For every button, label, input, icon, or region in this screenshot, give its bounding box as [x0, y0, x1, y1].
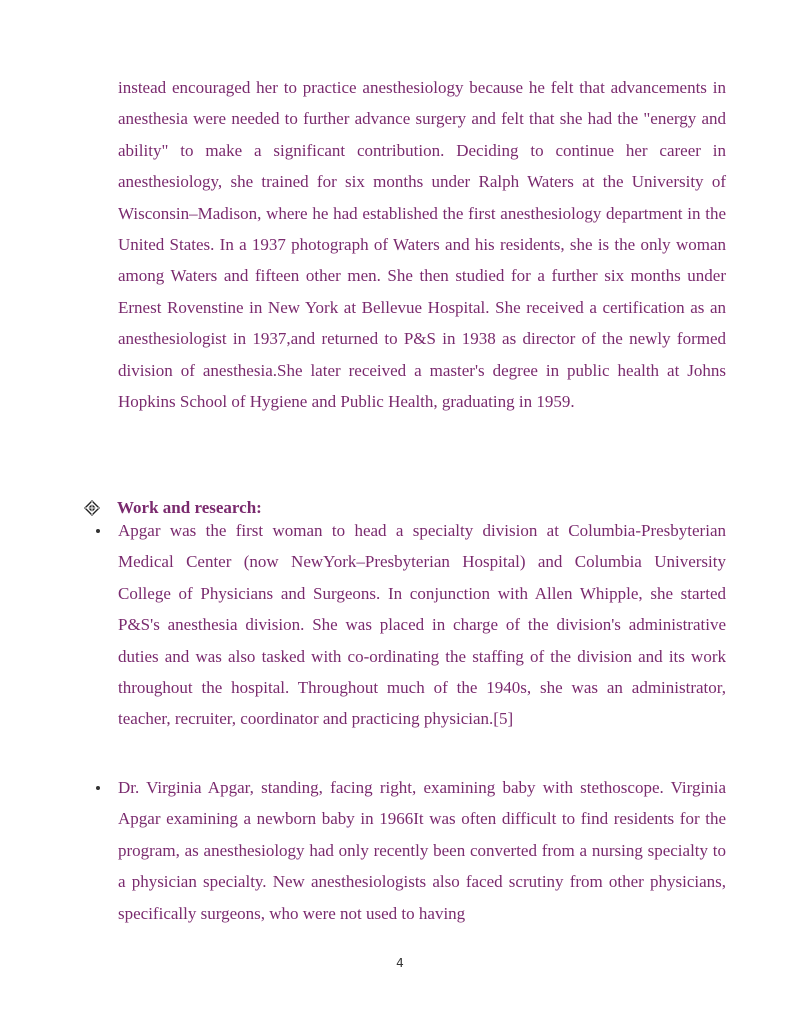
list-item-text: Dr. Virginia Apgar, standing, facing right, examining baby with stethoscope. Virginia Apgar examining a newborn baby in 1966It was often difficult to find residents for the program, as anesthesiology had only recently been converted from a nursing specialty to a physician specialty. New anesthesiologists also faced scrutiny from other physicians, specifically surgeons, who were not used to having: [118, 778, 726, 923]
bullet-icon: [96, 786, 100, 790]
list-item-text: Apgar was the first woman to head a specialty division at Columbia-Presbyterian Medical Center (now NewYork–Presbyterian Hospital) and Columbia University College of Physicians and Surgeons. In conjunction with Allen Whipple, she started P&S's anesthesia division. She was placed in charge of the division's administrative duties and was also tasked with co-ordinating the staffing of the division and its work throughout the hospital. Throughout much of the 1940s, she was an administrator, teacher, recruiter, coordinator and practicing physician.[5]: [118, 521, 726, 729]
bullet-icon: [96, 529, 100, 533]
intro-paragraph: instead encouraged her to practice anesthesiology because he felt that advancements in anesthesia were needed to further advance surgery and felt that she had the "energy and ability" to make a significant contribution. Deciding to continue her career in anesthesiology, she trained for six months under Ralph Waters at the University of Wisconsin–Madison, where he had established the first anesthesiology department in the United States. In a 1937 photograph of Waters and his residents, she is the only woman among Waters and fifteen other men. She then studied for a further six months under Ernest Rovenstine in New York at Bellevue Hospital. She received a certification as an anesthesiologist in 1937,and returned to P&S in 1938 as director of the newly formed division of anesthesia.She later received a master's degree in public health at Johns Hopkins School of Hygiene and Public Health, graduating in 1959.: [118, 78, 726, 412]
page-number: 4: [396, 956, 404, 970]
section-heading: Work and research:: [117, 498, 262, 517]
diamond-icon: [84, 500, 100, 516]
